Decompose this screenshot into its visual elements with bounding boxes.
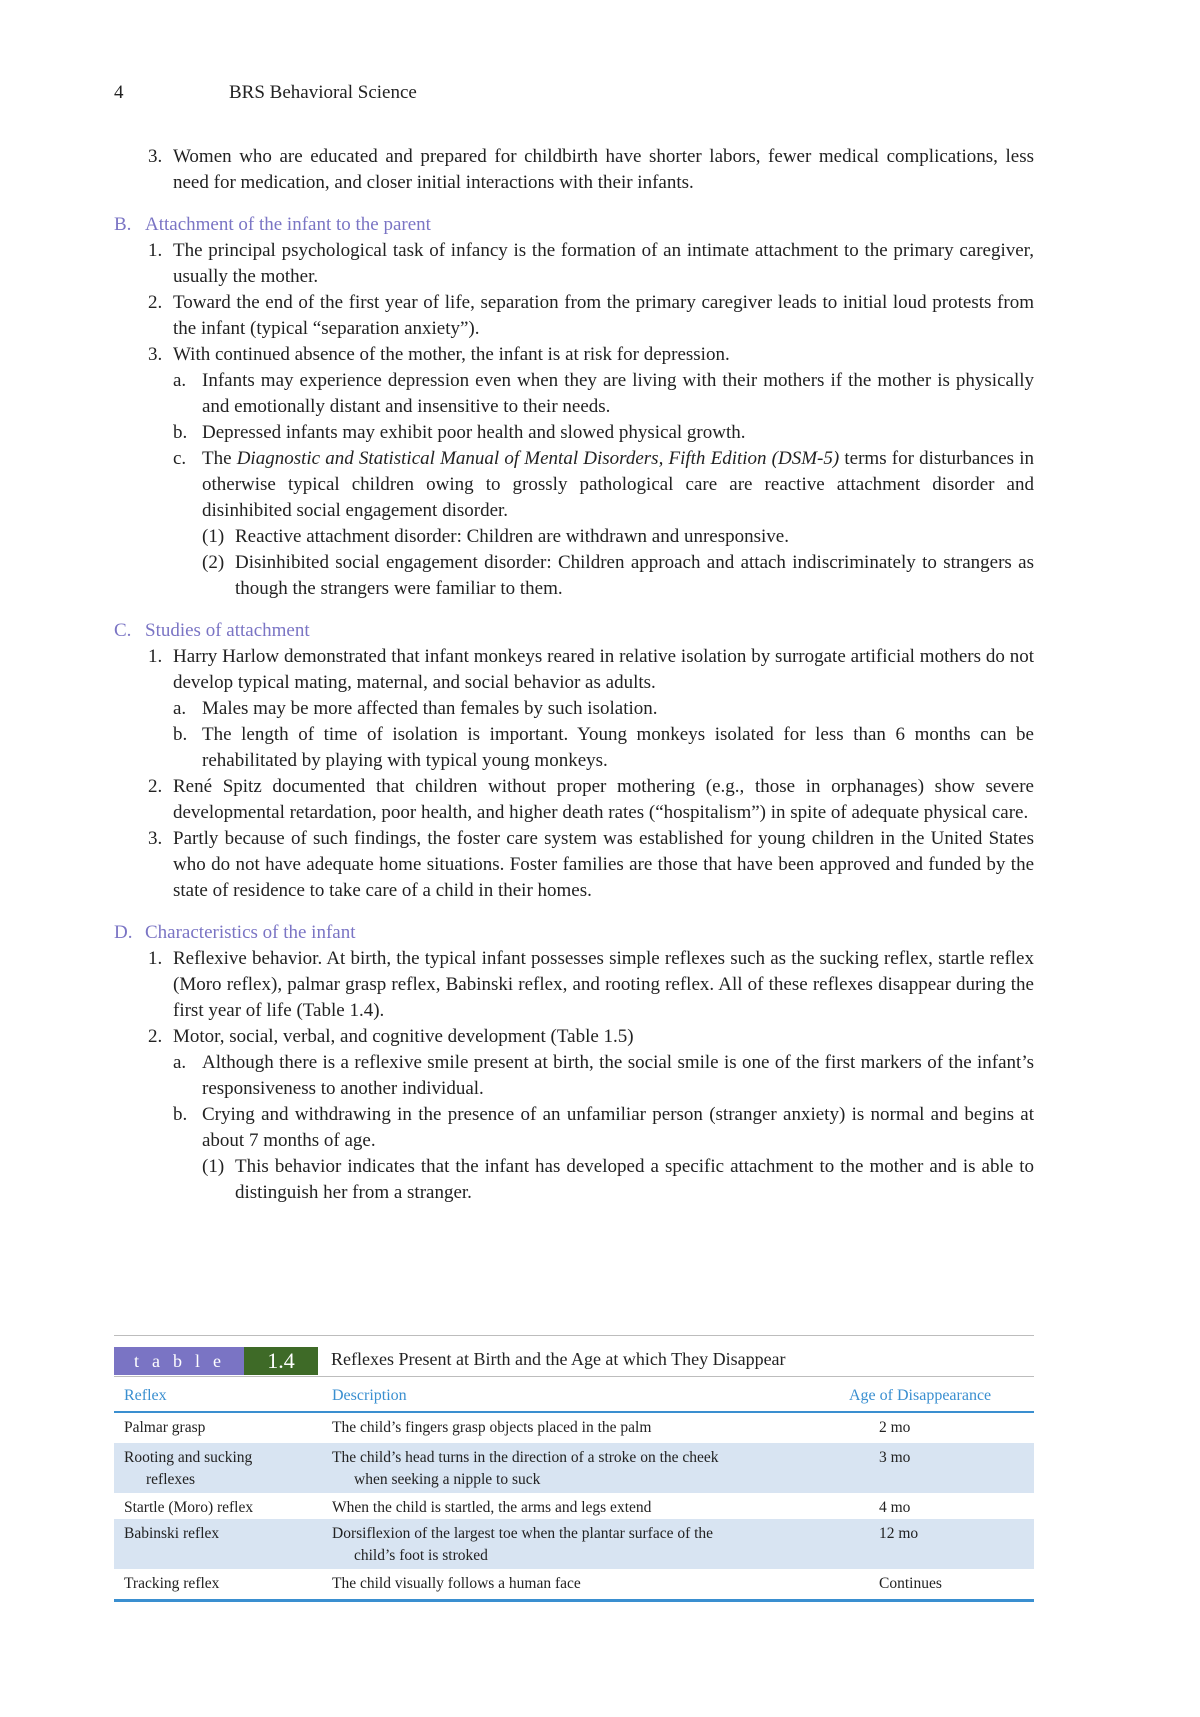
reflex-name-cont: reflexes — [146, 1471, 196, 1488]
cell-reflex — [124, 1497, 314, 1519]
reflex-name: Palmar grasp — [124, 1419, 206, 1436]
cell-description — [332, 1417, 792, 1439]
description-text: The child’s fingers grasp objects placed in the palm — [332, 1419, 652, 1436]
list-item — [114, 420, 1034, 446]
description-cont: when seeking a nipple to suck — [354, 1471, 541, 1488]
section-heading-d — [114, 920, 1034, 946]
section-letter: B. — [114, 214, 132, 235]
list-text: Motor, social, verbal, and cognitive development (Table 1.5) — [173, 1026, 634, 1047]
list-item — [114, 368, 1034, 420]
section-title: Studies of attachment — [145, 620, 310, 641]
reflex-name: Tracking reflex — [124, 1575, 220, 1592]
list-item — [114, 722, 1034, 774]
reflex-name: Rooting and sucking — [124, 1449, 253, 1466]
section-heading-c — [114, 618, 1034, 644]
list-marker: (2) — [202, 552, 225, 573]
column-header-age: Age of Disappearance — [849, 1387, 992, 1404]
list-marker: 3. — [148, 344, 163, 365]
page-body — [114, 144, 1034, 1206]
table-row — [114, 1493, 1034, 1519]
list-text: terms for disturbances in otherwise typical children owing to grossly pathological care are reactive attachment disorder and disinhibited social engagement disorder. — [202, 448, 1034, 521]
list-item — [114, 446, 1034, 524]
list-item — [114, 826, 1034, 904]
table-header-row — [114, 1377, 1034, 1413]
table-row — [114, 1413, 1034, 1443]
cell-description — [332, 1573, 792, 1595]
list-item — [114, 1154, 1034, 1206]
list-text: Toward the end of the first year of life, separation from the primary caregiver leads to initial loud protests from the infant (typical “separation anxiety”). — [173, 292, 1034, 339]
table-caption — [114, 1336, 1034, 1377]
list-marker: a. — [173, 370, 187, 391]
list-item — [114, 696, 1034, 722]
list-text: Reflexive behavior. At birth, the typical infant possesses simple reflexes such as the sucking reflex, startle reflex (Moro reflex), palmar grasp reflex, Babinski reflex, and rooting reflex. All of these reflexes disappear during the first year of life (Table 1.4). — [173, 948, 1034, 1021]
running-title: BRS Behavioral Science — [229, 82, 417, 103]
cell-reflex — [124, 1523, 314, 1545]
list-text: Harry Harlow demonstrated that infant monkeys reared in relative isolation by surrogate artificial mothers do not develop typical mating, maternal, and social behavior as adults. — [173, 646, 1034, 693]
list-text: With continued absence of the mother, the infant is at risk for depression. — [173, 344, 730, 365]
list-item — [114, 946, 1034, 1024]
table-row — [114, 1443, 1034, 1493]
list-text: Women who are educated and prepared for childbirth have shorter labors, fewer medical complications, less need for medication, and closer initial interactions with their infants. — [173, 146, 1034, 193]
cell-description — [332, 1497, 792, 1519]
table-tag: table — [114, 1347, 244, 1375]
list-text: Depressed infants may exhibit poor health and slowed physical growth. — [202, 422, 746, 443]
cell-age: 12 mo — [879, 1525, 919, 1542]
list-text: René Spitz documented that children without proper mothering (e.g., those in orphanages) show severe developmental retardation, poor health, and higher death rates (“hospitalism”) in spite of adequate physical care. — [173, 776, 1034, 823]
description-text: The child’s head turns in the direction of a stroke on the cheek — [332, 1449, 719, 1466]
list-item — [114, 644, 1034, 696]
reflex-name: Babinski reflex — [124, 1525, 220, 1542]
list-text: The principal psychological task of infancy is the formation of an intimate attachment to the primary caregiver, usually the mother. — [173, 240, 1034, 287]
section-title: Characteristics of the infant — [145, 922, 356, 943]
section-heading-b — [114, 212, 1034, 238]
section-title: Attachment of the infant to the parent — [145, 214, 431, 235]
list-text: Partly because of such findings, the foster care system was established for young children in the United States who do not have adequate home situations. Foster families are those that have been approved and funded by the state of residence to take care of a child in their homes. — [173, 828, 1034, 901]
table-row — [114, 1569, 1034, 1599]
table-number: 1.4 — [244, 1347, 318, 1375]
list-marker: b. — [173, 724, 188, 745]
list-text: Infants may experience depression even when they are living with their mothers if the mother is physically and emotionally distant and insensitive to their needs. — [202, 370, 1034, 417]
list-text: Males may be more affected than females by such isolation. — [202, 698, 658, 719]
description-text: Dorsiflexion of the largest toe when the plantar surface of the — [332, 1525, 714, 1542]
list-item — [114, 1024, 1034, 1050]
list-marker: b. — [173, 1104, 188, 1125]
list-item — [114, 290, 1034, 342]
list-item — [114, 238, 1034, 290]
section-letter: D. — [114, 922, 133, 943]
list-text: The — [202, 448, 237, 469]
cell-description — [332, 1523, 792, 1567]
list-item — [114, 144, 1034, 196]
table-row — [114, 1519, 1034, 1569]
list-marker: 1. — [148, 240, 163, 261]
list-marker: (1) — [202, 1156, 225, 1177]
cell-age: 2 mo — [879, 1419, 911, 1436]
reflex-table — [114, 1335, 1034, 1602]
table-bottom-rule — [114, 1599, 1034, 1602]
cell-reflex — [124, 1447, 314, 1491]
section-letter: C. — [114, 620, 132, 641]
list-marker: 2. — [148, 1026, 163, 1047]
cell-age: 4 mo — [879, 1499, 911, 1516]
list-marker: 1. — [148, 646, 163, 667]
dsm5-title: Diagnostic and Statistical Manual of Mental Disorders, Fifth Edition (DSM-5) — [236, 448, 840, 469]
list-item — [114, 550, 1034, 602]
cell-reflex — [124, 1417, 314, 1439]
list-marker: 3. — [148, 146, 163, 167]
list-marker: b. — [173, 422, 188, 443]
cell-reflex — [124, 1573, 314, 1595]
list-text: The length of time of isolation is important. Young monkeys isolated for less than 6 months can be rehabilitated by playing with typical young monkeys. — [202, 724, 1034, 771]
list-text: Disinhibited social engagement disorder: Children approach and attach indiscriminately to strangers as though the strangers were familiar to them. — [235, 552, 1034, 599]
list-marker: c. — [173, 448, 187, 469]
column-header-reflex: Reflex — [124, 1387, 167, 1404]
cell-age: 3 mo — [879, 1449, 911, 1466]
description-text: The child visually follows a human face — [332, 1575, 581, 1592]
reflex-name: Startle (Moro) reflex — [124, 1499, 254, 1516]
list-marker: (1) — [202, 526, 225, 547]
page-number: 4 — [114, 82, 124, 103]
list-text: Reactive attachment disorder: Children are withdrawn and unresponsive. — [235, 526, 789, 547]
list-marker: a. — [173, 698, 187, 719]
list-marker: 2. — [148, 292, 163, 313]
list-marker: 1. — [148, 948, 163, 969]
description-cont: child’s foot is stroked — [354, 1547, 488, 1564]
list-text: This behavior indicates that the infant has developed a specific attachment to the mother and is able to distinguish her from a stranger. — [235, 1156, 1034, 1203]
column-header-description: Description — [332, 1387, 407, 1404]
table-title: Reflexes Present at Birth and the Age at which They Disappear — [331, 1349, 786, 1369]
list-item — [114, 342, 1034, 368]
list-text: Crying and withdrawing in the presence of an unfamiliar person (stranger anxiety) is normal and begins at about 7 months of age. — [202, 1104, 1034, 1151]
cell-description — [332, 1447, 792, 1491]
list-item — [114, 524, 1034, 550]
list-marker: 2. — [148, 776, 163, 797]
description-text: When the child is startled, the arms and legs extend — [332, 1499, 652, 1516]
list-item — [114, 774, 1034, 826]
list-marker: a. — [173, 1052, 187, 1073]
list-text: Although there is a reflexive smile present at birth, the social smile is one of the first markers of the infant’s responsiveness to another individual. — [202, 1052, 1034, 1099]
list-item — [114, 1102, 1034, 1154]
list-marker: 3. — [148, 828, 163, 849]
list-item — [114, 1050, 1034, 1102]
cell-age: Continues — [879, 1575, 942, 1592]
